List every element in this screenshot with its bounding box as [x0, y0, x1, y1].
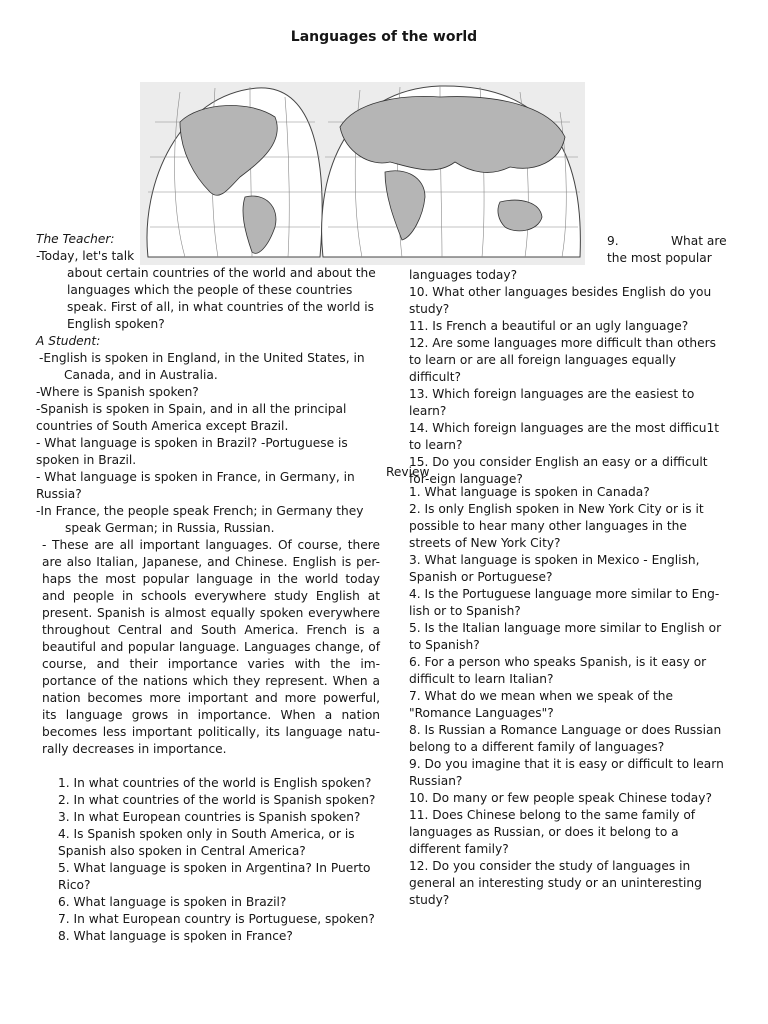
left-column: [36, 231, 380, 945]
question-item: 8. What language is spoken in France?: [58, 929, 293, 943]
review-item: 10. Do many or few people speak Chinese today?: [409, 791, 712, 805]
review-heading: Review: [386, 465, 430, 479]
right-column: [409, 233, 731, 488]
question-item: 14. Which foreign languages are the most difficu1t to learn?: [409, 421, 720, 452]
review-item: 9. Do you imagine that it is easy or difficult to learn Russian?: [409, 757, 724, 788]
review-item: 2. Is only English spoken in New York City or is it possible to hear many other languages in the streets of New York City?: [409, 502, 704, 550]
review-item: 12. Do you consider the study of languages in general an interesting study or an uninteresting study?: [409, 859, 702, 907]
main-paragraph: - These are all important languages. Of course, there are also Italian, Japanese, and Chinese. English is per-haps the most popular language in the world today and people in schools everywhere study English at present. Spanish is almost equally spoken everywhere throughout Central and South America. French is a beautiful and popular language. Languages change, of course, and their importance varies with the im-portance of the nations which they represent. When a nation becomes more important and more powerful, its language grows in importance. When a nation becomes less important politically, its language natu-rally decreases in importance.: [42, 538, 380, 756]
dialogue-line: -Spanish is spoken in Spain, and in all the principal countries of South America except Brazil.: [36, 402, 347, 433]
question-9-number: 9.: [607, 234, 619, 248]
question-item: 1. In what countries of the world is English spoken?: [58, 776, 372, 790]
question-item: 10. What other languages besides English do you study?: [409, 285, 712, 316]
review-item: 3. What language is spoken in Mexico - English, Spanish or Portuguese?: [409, 553, 700, 584]
dialogue-line: -English is spoken in England, in the United States, in Canada, and in Australia.: [39, 351, 365, 382]
review-item: 4. Is the Portuguese language more similar to Eng-lish or to Spanish?: [409, 587, 720, 618]
page-title: Languages of the world: [290, 29, 478, 45]
question-item: 6. What language is spoken in Brazil?: [58, 895, 287, 909]
question-item: 11. Is French a beautiful or an ugly language?: [409, 319, 689, 333]
question-9-text: What are the most popular: [607, 234, 727, 265]
review-item: 6. For a person who speaks Spanish, is it easy or difficult to learn Italian?: [409, 655, 707, 686]
review-item: 8. Is Russian a Romance Language or does Russian belong to a different family of languages?: [409, 723, 722, 754]
question-list: [36, 775, 380, 945]
review-list: [409, 484, 731, 909]
dialogue-line: - What language is spoken in France, in Germany, in Russia?: [36, 470, 355, 501]
dialogue-line: -In France, the people speak French; in Germany they speak German; in Russia, Russian.: [36, 504, 364, 535]
student-label: A Student:: [36, 334, 101, 348]
teacher-line-2: about certain countries of the world and about the languages which the people of these countries speak. First of all, in what countries of the world is English spoken?: [67, 266, 376, 331]
teacher-label: The Teacher:: [36, 232, 115, 246]
question-item: 13. Which foreign languages are the easiest to learn?: [409, 387, 695, 418]
teacher-line-1: -Today, let's talk: [36, 249, 135, 263]
question-item: 4. Is Spanish spoken only in South America, or is Spanish also spoken in Central America?: [58, 827, 355, 858]
question-item: 3. In what European countries is Spanish spoken?: [58, 810, 361, 824]
question-item: 7. In what European country is Portuguese, spoken?: [58, 912, 375, 926]
question-9-continued: languages today?: [409, 268, 518, 282]
dialogue-line: - What language is spoken in Brazil? -Portuguese is spoken in Brazil.: [36, 436, 348, 467]
question-item: 15. Do you consider English an easy or a difficult for-eign language?: [409, 455, 708, 486]
dialogue-line: -Where is Spanish spoken?: [36, 385, 199, 399]
review-item: 7. What do we mean when we speak of the "Romance Languages"?: [409, 689, 673, 720]
question-item: 12. Are some languages more difficult than others to learn or are all foreign languages equally difficult?: [409, 336, 716, 384]
review-item: 5. Is the Italian language more similar to English or to Spanish?: [409, 621, 722, 652]
question-item: 5. What language is spoken in Argentina? In Puerto Rico?: [58, 861, 371, 892]
question-item: 2. In what countries of the world is Spanish spoken?: [58, 793, 376, 807]
review-item: 11. Does Chinese belong to the same family of languages as Russian, or does it belong to a different family?: [409, 808, 696, 856]
review-item: 1. What language is spoken in Canada?: [409, 485, 650, 499]
